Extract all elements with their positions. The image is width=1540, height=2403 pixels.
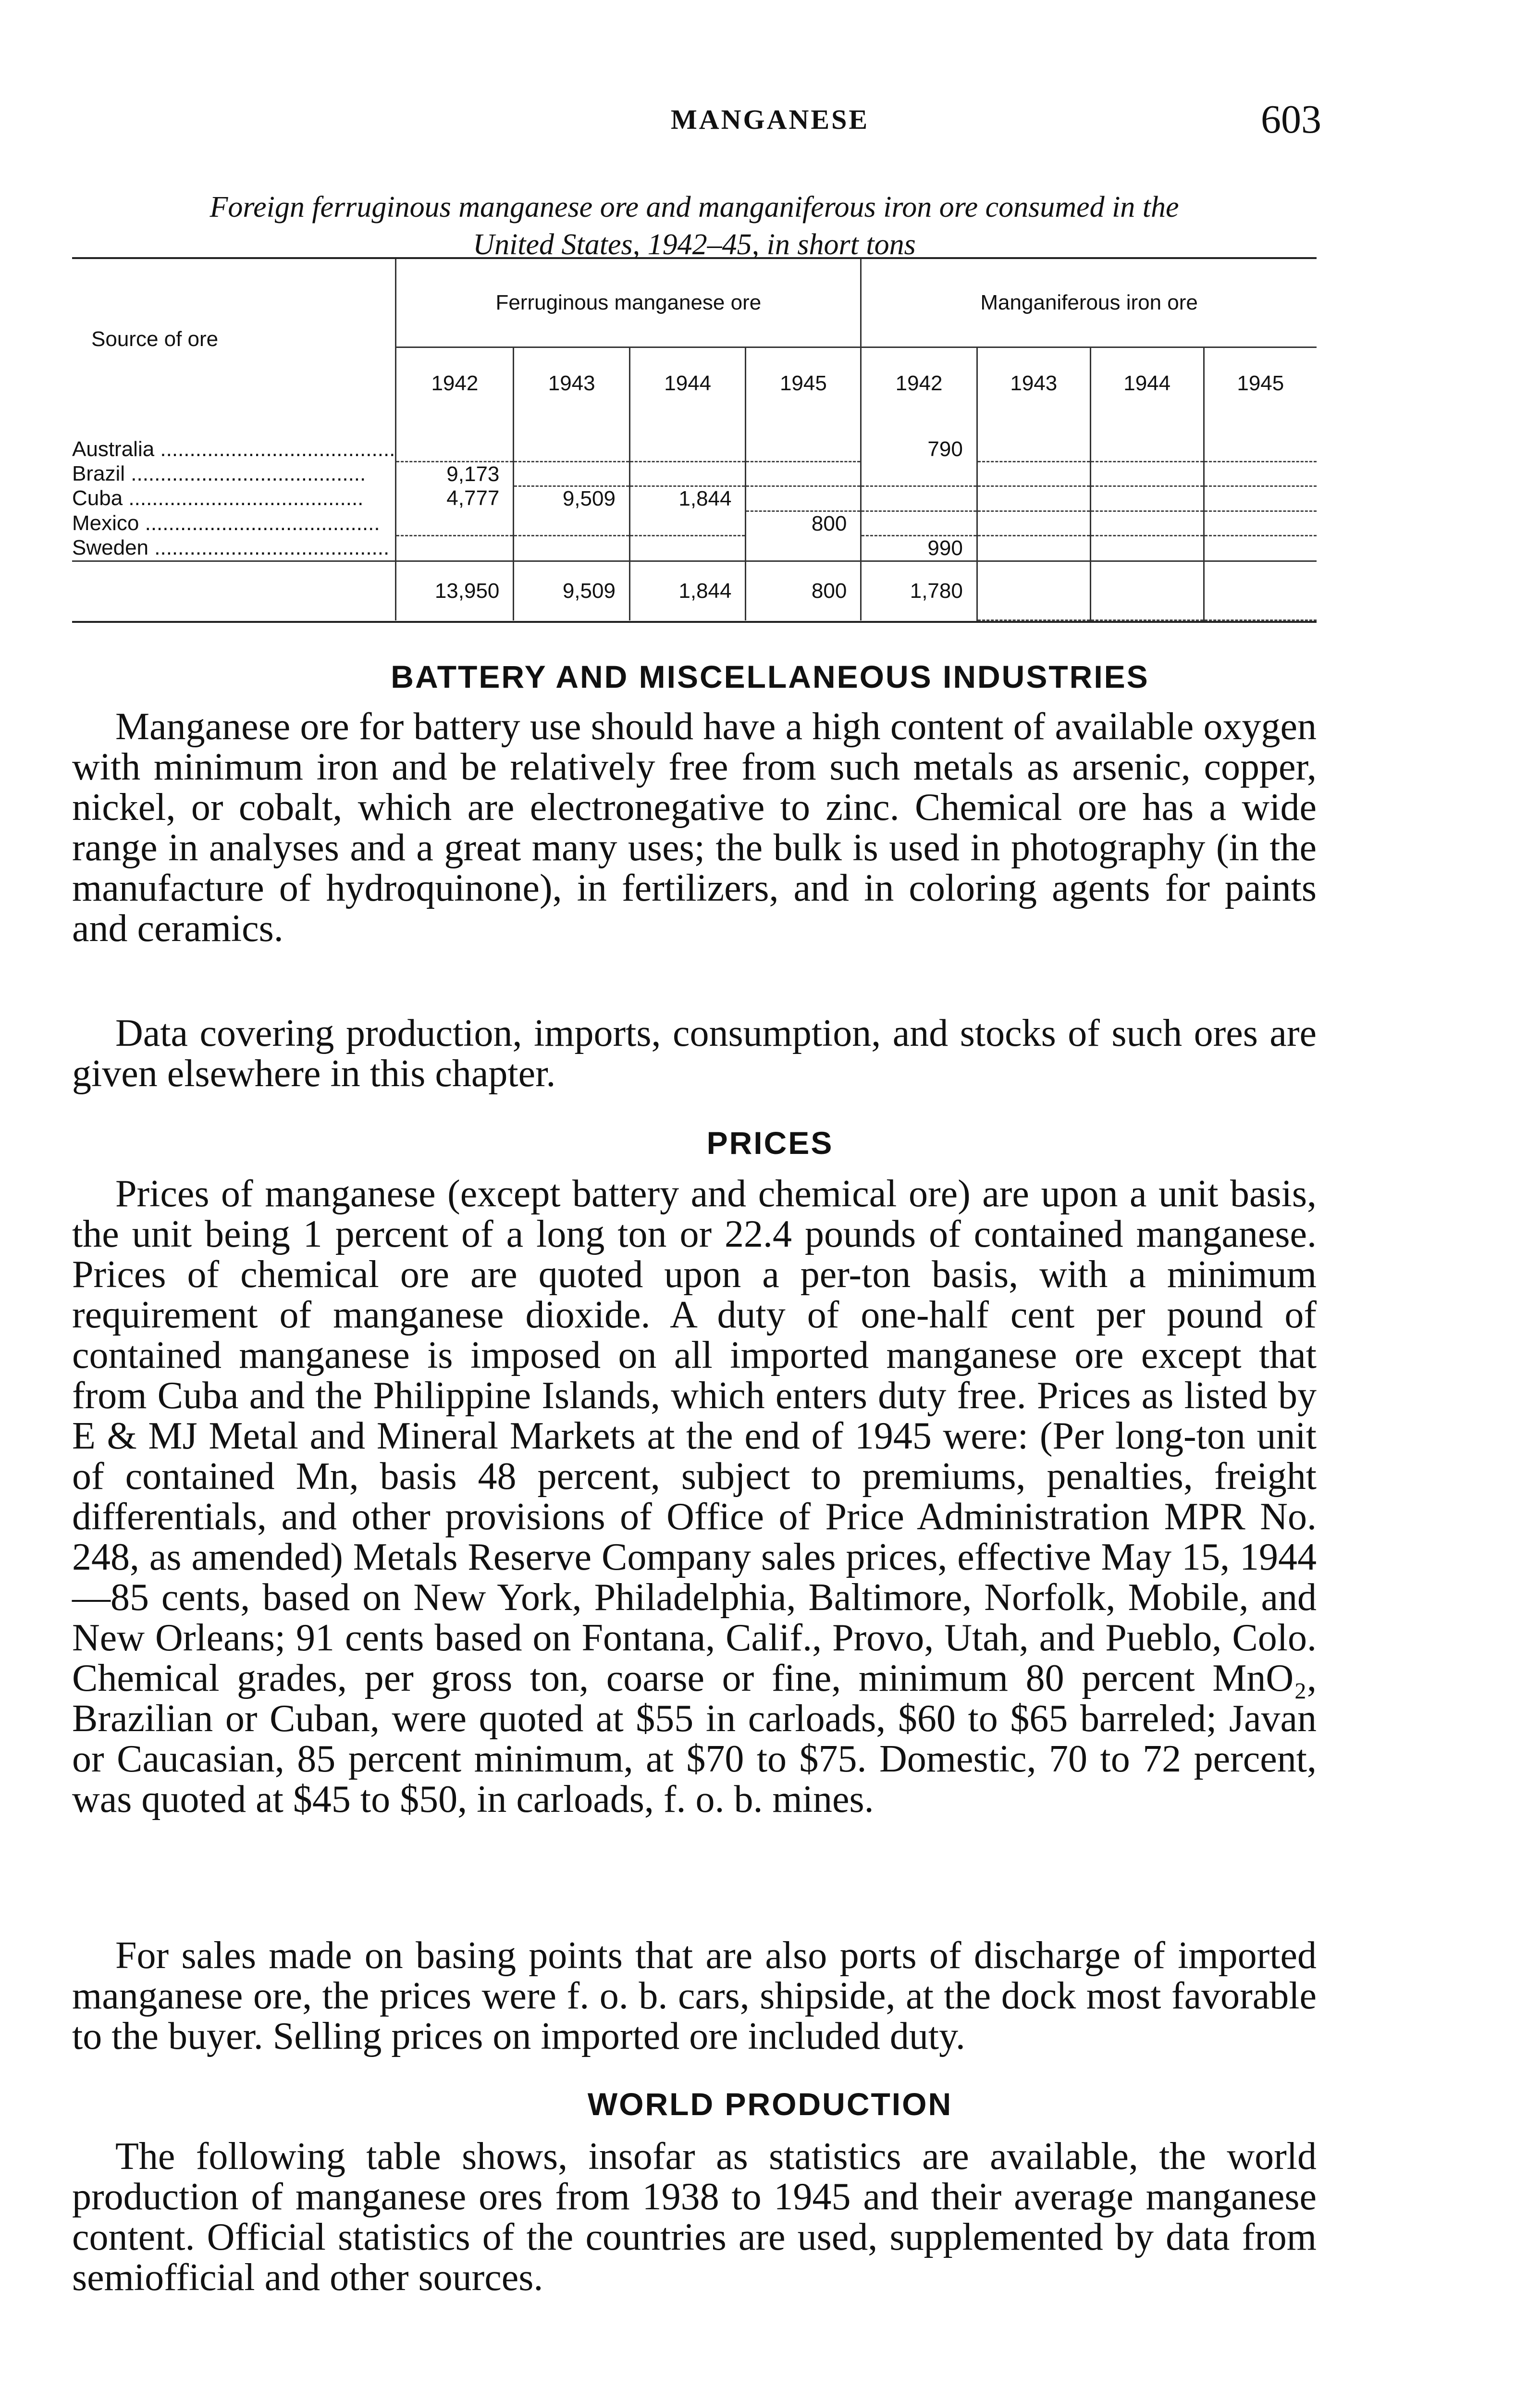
battery-paragraph-1: Manganese ore for battery use should have a high content of available oxygen with minimum iron and be relatively free from such metals as arsenic, copper, nickel, or cobalt, which are electronegative to zinc. Chemical ore has a wide range in analyses and a great many uses; the bulk is used in photography (in the manufacture of hydroquinone), in fertilizers, and in coloring agents for paints and ceramics. — [72, 706, 1317, 950]
leader-dots: ........................................ — [125, 461, 366, 485]
ferruginous-group-header: Ferruginous manganese ore — [396, 259, 861, 347]
year-header: 1944 — [629, 347, 746, 420]
total-value: 1,780 — [861, 561, 977, 620]
row-value — [514, 511, 630, 536]
total-value: 9,509 — [514, 561, 630, 620]
row-value: 4,777 — [396, 486, 514, 511]
consumption-table — [72, 257, 1317, 623]
row-value — [977, 536, 1090, 561]
totals-row — [72, 561, 1317, 620]
year-header: 1945 — [746, 347, 861, 420]
row-value — [629, 536, 746, 561]
world-production-heading: WORLD PRODUCTION — [587, 2086, 953, 2122]
prices-paragraph-2: For sales made on basing points that are also ports of discharge of imported manganese ore, the prices were f. o. b. cars, shipside, at the dock most favorable to the buyer. Selling prices on imported ore included duty. — [72, 1934, 1317, 2057]
row-value — [396, 437, 514, 461]
row-source-label: Sweden — [72, 536, 149, 560]
row-source-label: Australia — [72, 437, 155, 461]
table-row — [72, 437, 1317, 461]
row-source-name — [72, 486, 396, 511]
row-source-name — [72, 536, 396, 561]
table-caption-line1: Foreign ferruginous manganese ore and manganiferous iron ore consumed in the — [209, 191, 1179, 223]
row-value: 790 — [861, 437, 977, 461]
table-row — [72, 536, 1317, 561]
leader-dots: ........................................ — [148, 536, 390, 560]
total-value — [977, 561, 1090, 620]
row-value — [396, 536, 514, 561]
row-value — [396, 511, 514, 536]
row-value — [629, 461, 746, 486]
row-value — [977, 511, 1090, 536]
row-value — [629, 437, 746, 461]
prices-heading: PRICES — [706, 1125, 834, 1161]
row-value: 1,844 — [629, 486, 746, 511]
table-caption — [72, 188, 1317, 263]
prices-paragraph-1: Prices of manganese (except battery and chemical ore) are upon a unit basis, the unit being 1 percent of a long ton or 22.4 pounds of contained manganese. Prices of chemical ore are quoted upon a per-ton basis, with a minimum requirement of manganese dioxide. A duty of one-half cent per pound of contained manganese is imposed on all imported manganese ore except that from Cuba and the Philippine Islands, which enters duty free. Prices as listed by E & MJ Metal and Mineral Markets at the end of 1945 were: (Per long-ton unit of contained Mn, basis 48 percent, subject to premiums, penalties, freight differentials, and other provisions of Office of Price Administration MPR No. 248, as amended) Metals Reserve Company sales prices, effective May 15, 1944—85 cents, based on New York, Philadelphia, Baltimore, Norfolk, Mobile, and New Orleans; 91 cents based on Fontana, Calif., Provo, Utah, and Pueblo, Colo. Chemical grades, per gross ton, coarse or fine, minimum 80 percent MnO₂, Brazilian or Cuban, were quoted at $55 in carloads, $60 to $65 barreled; Javan or Caucasian, 85 percent minimum, at $70 to $75. Domestic, 70 to 72 percent, was quoted at $45 to $50, in carloads, f. o. b. mines. — [72, 1173, 1317, 1821]
row-source-name — [72, 437, 396, 461]
total-value: 13,950 — [396, 561, 514, 620]
year-header: 1945 — [1204, 347, 1317, 420]
row-source-label: Mexico — [72, 511, 139, 535]
leader-dots: ........................................ — [154, 437, 395, 461]
running-head: MANGANESE — [670, 104, 870, 135]
row-value — [977, 486, 1090, 511]
row-source-label: Brazil — [72, 461, 125, 485]
year-header: 1943 — [514, 347, 630, 420]
row-value — [1090, 486, 1204, 511]
row-value — [514, 461, 630, 486]
year-header: 1943 — [977, 347, 1090, 420]
total-value — [1090, 561, 1204, 620]
row-value — [1090, 511, 1204, 536]
row-value — [1204, 536, 1317, 561]
row-value — [1204, 511, 1317, 536]
total-value — [1204, 561, 1317, 620]
table-bottom-rule — [72, 621, 1317, 623]
year-header: 1944 — [1090, 347, 1204, 420]
year-header: 1942 — [396, 347, 514, 420]
row-value — [746, 461, 861, 486]
row-value — [977, 461, 1090, 486]
year-header: 1942 — [861, 347, 977, 420]
row-value — [1204, 461, 1317, 486]
row-value: 9,509 — [514, 486, 630, 511]
row-value: 9,173 — [396, 461, 514, 486]
row-value — [861, 461, 977, 486]
world-production-paragraph: The following table shows, insofar as statistics are available, the world production of manganese ores from 1938 to 1945 and their average manganese content. Official statistics of the countries are used, supplemented by data from semiofficial and other sources. — [72, 2135, 1317, 2299]
row-value — [746, 536, 861, 561]
battery-paragraph-2: Data covering production, imports, consumption, and stocks of such ores are given elsewhere in this chapter. — [72, 1012, 1317, 1095]
battery-heading: BATTERY AND MISCELLANEOUS INDUSTRIES — [391, 659, 1149, 694]
table-row — [72, 511, 1317, 536]
row-source-name — [72, 461, 396, 486]
leader-dots: ........................................ — [139, 511, 380, 535]
row-value: 990 — [861, 536, 977, 561]
source-column-header: Source of ore — [91, 327, 219, 351]
row-value — [746, 437, 861, 461]
row-source-name — [72, 511, 396, 536]
page-number: 603 — [1261, 97, 1321, 142]
row-value — [1090, 536, 1204, 561]
row-value — [1090, 437, 1204, 461]
row-value — [861, 486, 977, 511]
row-value — [1204, 486, 1317, 511]
row-value — [629, 511, 746, 536]
total-value: 800 — [746, 561, 861, 620]
table-row — [72, 461, 1317, 486]
row-value — [1090, 461, 1204, 486]
row-value: 800 — [746, 511, 861, 536]
leader-dots: ........................................ — [123, 486, 364, 510]
row-value — [746, 486, 861, 511]
manganiferous-group-header: Manganiferous iron ore — [861, 259, 1317, 347]
row-value — [861, 511, 977, 536]
row-source-label: Cuba — [72, 486, 123, 510]
total-value: 1,844 — [629, 561, 746, 620]
row-value — [977, 437, 1090, 461]
row-value — [514, 437, 630, 461]
row-value — [514, 536, 630, 561]
table-caption-line2: United States, 1942–45, in short tons — [473, 228, 916, 261]
row-value — [1204, 437, 1317, 461]
table-row — [72, 486, 1317, 511]
